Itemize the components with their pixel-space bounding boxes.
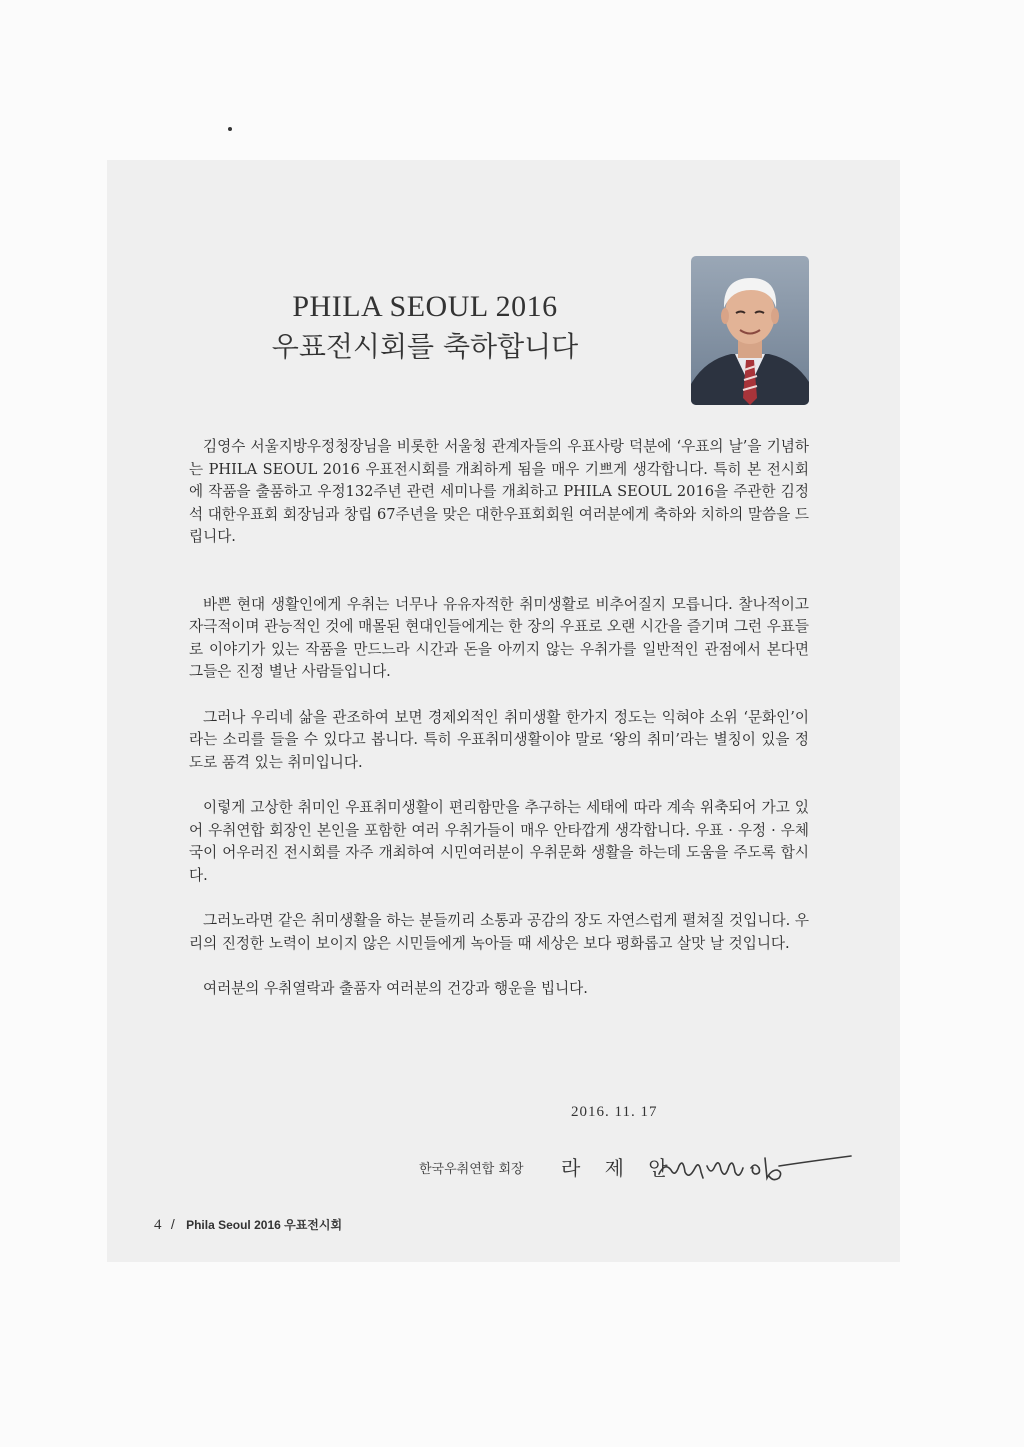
paragraph-3: 그러나 우리네 삶을 관조하여 보면 경제외적인 취미생활 한가지 정도는 익혀야 소위 ‘문화인’이라는 소리를 들을 수 있다고 봅니다. 특히 우표취미생활이야 말로 ‘왕의 취미’라는 별칭이 있을 정도로 품격 있는 취미입니다. xyxy=(189,708,809,771)
person-portrait-icon xyxy=(691,256,809,405)
paragraph-5: 그러노라면 같은 취미생활을 하는 분들끼리 소통과 공감의 장도 자연스럽게 펼쳐질 것입니다. 우리의 진정한 노력이 보이지 않은 시민들에게 녹아들 때 세상은 보다 평화롭고 살맛 날 것입니다. xyxy=(189,912,809,952)
paragraph-2: 바쁜 현대 생활인에게 우취는 너무나 유유자적한 취미생활로 비추어질지 모릅니다. 찰나적이고 자극적이며 관능적인 것에 매몰된 현대인들에게는 한 장의 우표로 오랜 시간을 즐기며 그런 우표들로 이야기가 있는 작품을 만드느라 시간과 돈을 아끼지 않는 우취가를 일반적인 관점에서 본다면 그들은 진정 별난 사람들입니다. xyxy=(189,595,809,680)
page-footer xyxy=(154,1216,342,1234)
letter-date: 2016. 11. 17 xyxy=(571,1104,658,1120)
scan-speck xyxy=(228,127,232,131)
title-english: PHILA SEOUL 2016 xyxy=(292,290,558,323)
footer-separator: / xyxy=(170,1216,175,1232)
signature-block xyxy=(419,1148,859,1188)
page-number: 4 xyxy=(154,1217,162,1233)
publication-name: Phila Seoul 2016 우표전시회 xyxy=(186,1218,343,1232)
article-panel xyxy=(107,160,900,1262)
paragraph-6: 여러분의 우취열락과 출품자 여러분의 건강과 행운을 빕니다. xyxy=(203,980,588,997)
author-portrait xyxy=(691,256,809,405)
title-block xyxy=(257,288,593,366)
title-korean: 우표전시회를 축하합니다 xyxy=(271,330,579,363)
paragraph-1: 김영수 서울지방우정청장님을 비롯한 서울청 관계자들의 우표사랑 덕분에 ‘우표의 날’을 기념하는 PHILA SEOUL 2016 우표전시회를 개최하게 됨을 매우 기쁘게 생각합니다. 특히 본 전시회에 작품을 출품하고 우정132주년 관련 세미나를 개최하고 PHILA SEOUL 2016을 주관한 김정석 대한우표회 회장님과 창립 67주년을 맞은 대한우표회회원 여러분에게 축하와 치하의 말씀을 드립니다. xyxy=(189,438,809,545)
signer-name: 라 제 안 xyxy=(561,1156,677,1180)
handwritten-signature-icon xyxy=(655,1148,855,1188)
signer-title: 한국우취연합 회장 xyxy=(419,1162,524,1177)
paragraph-4: 이렇게 고상한 취미인 우표취미생활이 편리함만을 추구하는 세태에 따라 계속 위축되어 가고 있어 우취연합 회장인 본인을 포함한 여러 우취가들이 매우 안타깝게 생각합니다. 우표 · 우정 · 우체국이 어우러진 전시회를 자주 개최하여 시민여러분이 우취문화 생활을 하는데 도움을 주도록 합시다. xyxy=(189,799,809,884)
letter-body xyxy=(189,436,809,1001)
